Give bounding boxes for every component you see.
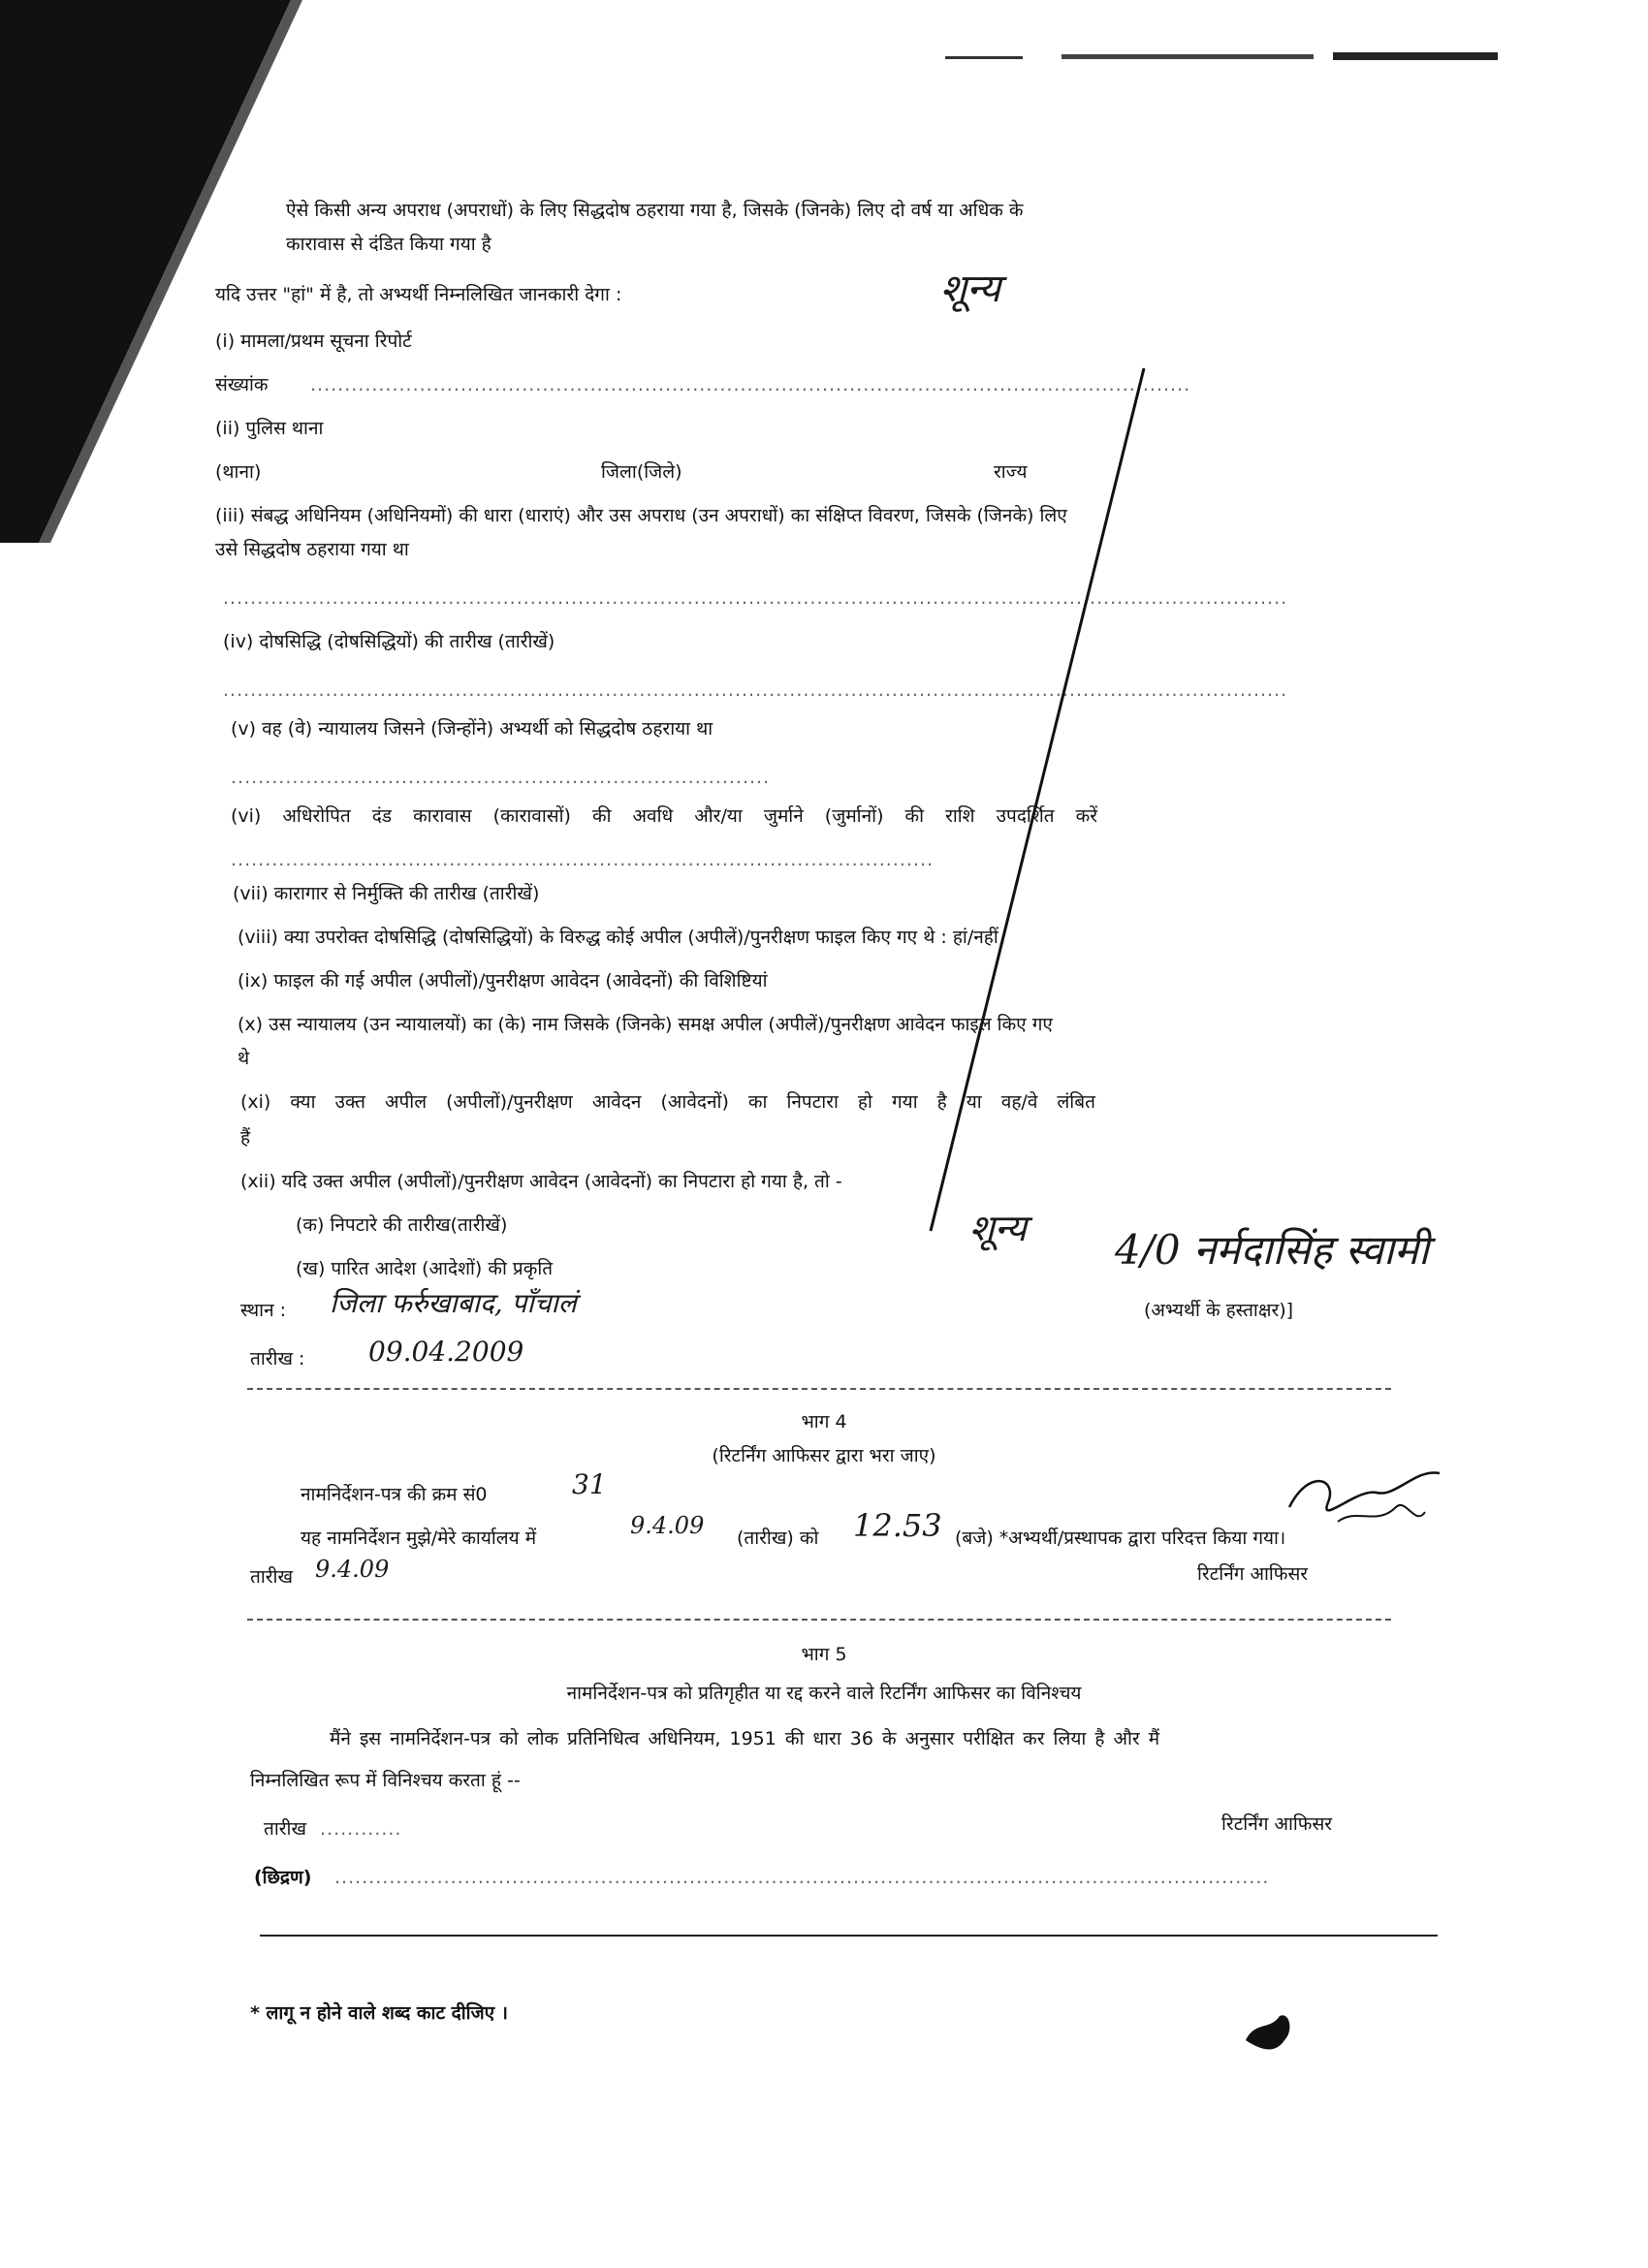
- item-ii-thana: (थाना): [215, 461, 262, 483]
- item-j-line1: ऐसे किसी अन्य अपराध (अपराधों) के लिए सिद्धदोष ठहराया गया है, जिसके (जिनके) लिए दो वर्ष या अधिक के: [286, 200, 1024, 221]
- item-j-line2: कारावास से दंडित किया गया है: [286, 234, 491, 255]
- part4-officer: रिटर्निंग आफिसर: [1197, 1563, 1309, 1585]
- ink-blot: [1236, 2001, 1304, 2060]
- section-divider: [247, 1388, 1391, 1390]
- item-xii-k: (क) निपटारे की तारीख(तारीखें): [296, 1214, 508, 1236]
- part4-presented-date: 9.4.09: [630, 1512, 705, 1539]
- place-label: स्थान :: [240, 1300, 287, 1321]
- fill-dots: ............................................................................................................................................................: [223, 587, 1288, 609]
- part4-date-value: 9.4.09: [315, 1556, 390, 1583]
- item-i-number: संख्यांक: [215, 374, 269, 395]
- item-viii: (viii) क्या उपरोक्त दोषसिद्धि (दोषसिद्धियों) के विरुद्ध कोई अपील (अपीलें)/पुनरीक्षण फाइल किए गए थे : हां/नहीं: [238, 927, 998, 948]
- part4-serial-value: 31: [572, 1468, 607, 1500]
- part5-title: भाग 5: [801, 1644, 847, 1665]
- fill-dots: .........................................................................................................................................: [334, 1867, 1270, 1888]
- fill-dots: .......................................................................................................: [231, 849, 935, 870]
- scan-edge-shadow: [0, 0, 407, 543]
- item-xi-line1: (xi) क्या उक्त अपील (अपीलों)/पुनरीक्षण आवेदन (आवेदनों) का निपटारा हो गया है या वह/वे लंबित: [240, 1091, 1095, 1113]
- handwritten-nil-1: शून्य: [940, 267, 1001, 311]
- part4-serial-label: नामनिर्देशन-पत्र की क्रम सं0: [301, 1484, 488, 1505]
- fill-dots: .................................................................................................................................: [310, 374, 1191, 395]
- part4-title: भाग 4: [801, 1411, 847, 1433]
- part4-presented-post: (बजे) *अभ्यर्थी/प्रस्थापक द्वारा परिदत्त किया गया।: [955, 1528, 1286, 1549]
- part4-presented-mid: (तारीख) को: [737, 1528, 819, 1549]
- signature-caption: (अभ्यर्थी के हस्ताक्षर)]: [1144, 1300, 1294, 1321]
- footer-rule: [260, 1935, 1438, 1937]
- item-v: (v) वह (वे) न्यायालय जिसने (जिन्होंने) अभ्यर्थी को सिद्धदोष ठहराया था: [231, 718, 713, 740]
- part4-presented-time: 12.53: [853, 1507, 942, 1544]
- item-iii-line1: (iii) संबद्ध अधिनियम (अधिनियमों) की धारा (धाराएं) और उस अपराध (उन अपराधों) का संक्षिप्त विवरण, जिसके (जिनके) लिए: [215, 505, 1067, 526]
- part5-para-line1: मैंने इस नामनिर्देशन-पत्र को लोक प्रतिनिधित्व अधिनियम, 1951 की धारा 36 के अनुसार परीक्षित कर लिया है और मैं: [330, 1728, 1160, 1749]
- item-xii-kh: (ख) पारित आदेश (आदेशों) की प्रकृति: [296, 1258, 554, 1279]
- item-xi-line2: हैं: [240, 1127, 251, 1149]
- item-vi: (vi) अधिरोपित दंड कारावास (कारावासों) की अवधि और/या जुर्माने (जुर्मानों) की राशि उपदर्शित करें: [231, 805, 1098, 827]
- strike-through-line: [902, 359, 1154, 1250]
- fill-dots: ...............................................................................: [231, 767, 771, 788]
- date-label: तारीख :: [250, 1348, 305, 1370]
- date-value: 09.04.2009: [368, 1336, 524, 1368]
- fill-dots: ............: [320, 1818, 402, 1840]
- part5-date-label: तारीख: [264, 1818, 306, 1840]
- place-value: जिला फर्रुखाबाद, पाँचालं: [330, 1287, 577, 1319]
- item-ii-state: राज्य: [994, 461, 1028, 483]
- section-divider: [247, 1619, 1391, 1621]
- item-x-line1: (x) उस न्यायालय (उन न्यायालयों) का (के) नाम जिसके (जिनके) समक्ष अपील (अपीलें)/पुनरीक्षण आवेदन फाइल किए गए: [238, 1014, 1053, 1035]
- handwritten-nil-2: शून्य: [969, 1207, 1028, 1249]
- returning-officer-signature: [1270, 1449, 1454, 1556]
- part5-seal-label: (छिद्रण): [254, 1867, 312, 1888]
- item-x-line2: थे: [238, 1048, 250, 1069]
- item-i-label: (i) मामला/प्रथम सूचना रिपोर्ट: [215, 331, 412, 352]
- item-ii-label: (ii) पुलिस थाना: [215, 418, 324, 439]
- candidate-signature: 4/0 नर्मदासिंह स्वामी: [1115, 1226, 1430, 1274]
- part5-subtitle: नामनिर्देशन-पत्र को प्रतिगृहीत या रद्द करने वाले रिटर्निंग आफिसर का विनिश्चय: [566, 1683, 1082, 1704]
- part4-subtitle: (रिटर्निंग आफिसर द्वारा भरा जाए): [712, 1445, 936, 1466]
- part4-presented-pre: यह नामनिर्देशन मुझे/मेरे कार्यालय में: [301, 1528, 537, 1549]
- item-ix: (ix) फाइल की गई अपील (अपीलों)/पुनरीक्षण आवेदन (आवेदनों) की विशिष्टियां: [238, 970, 768, 992]
- scan-noise-top: [945, 48, 1507, 68]
- item-iii-line2: उसे सिद्धदोष ठहराया गया था: [215, 539, 409, 560]
- item-xii: (xii) यदि उक्त अपील (अपीलों)/पुनरीक्षण आवेदन (आवेदनों) का निपटारा हो गया है, तो -: [240, 1171, 842, 1192]
- item-vii: (vii) कारागार से निर्मुक्ति की तारीख (तारीखें): [233, 883, 540, 904]
- if-yes-instruction: यदि उत्तर "हां" में है, तो अभ्यर्थी निम्नलिखित जानकारी देगा :: [215, 284, 622, 305]
- item-iv: (iv) दोषसिद्धि (दोषसिद्धियों) की तारीख (तारीखें): [223, 631, 555, 652]
- part5-officer: रिटर्निंग आफिसर: [1221, 1813, 1333, 1835]
- part5-para-line2: निम्नलिखित रूप में विनिश्चय करता हूं --: [250, 1770, 521, 1791]
- footnote: * लागू न होने वाले शब्द काट दीजिए ।: [250, 2002, 508, 2024]
- fill-dots: ............................................................................................................................................................: [223, 679, 1288, 701]
- item-ii-district: जिला(जिले): [601, 461, 682, 483]
- part4-date-label: तारीख: [250, 1566, 293, 1588]
